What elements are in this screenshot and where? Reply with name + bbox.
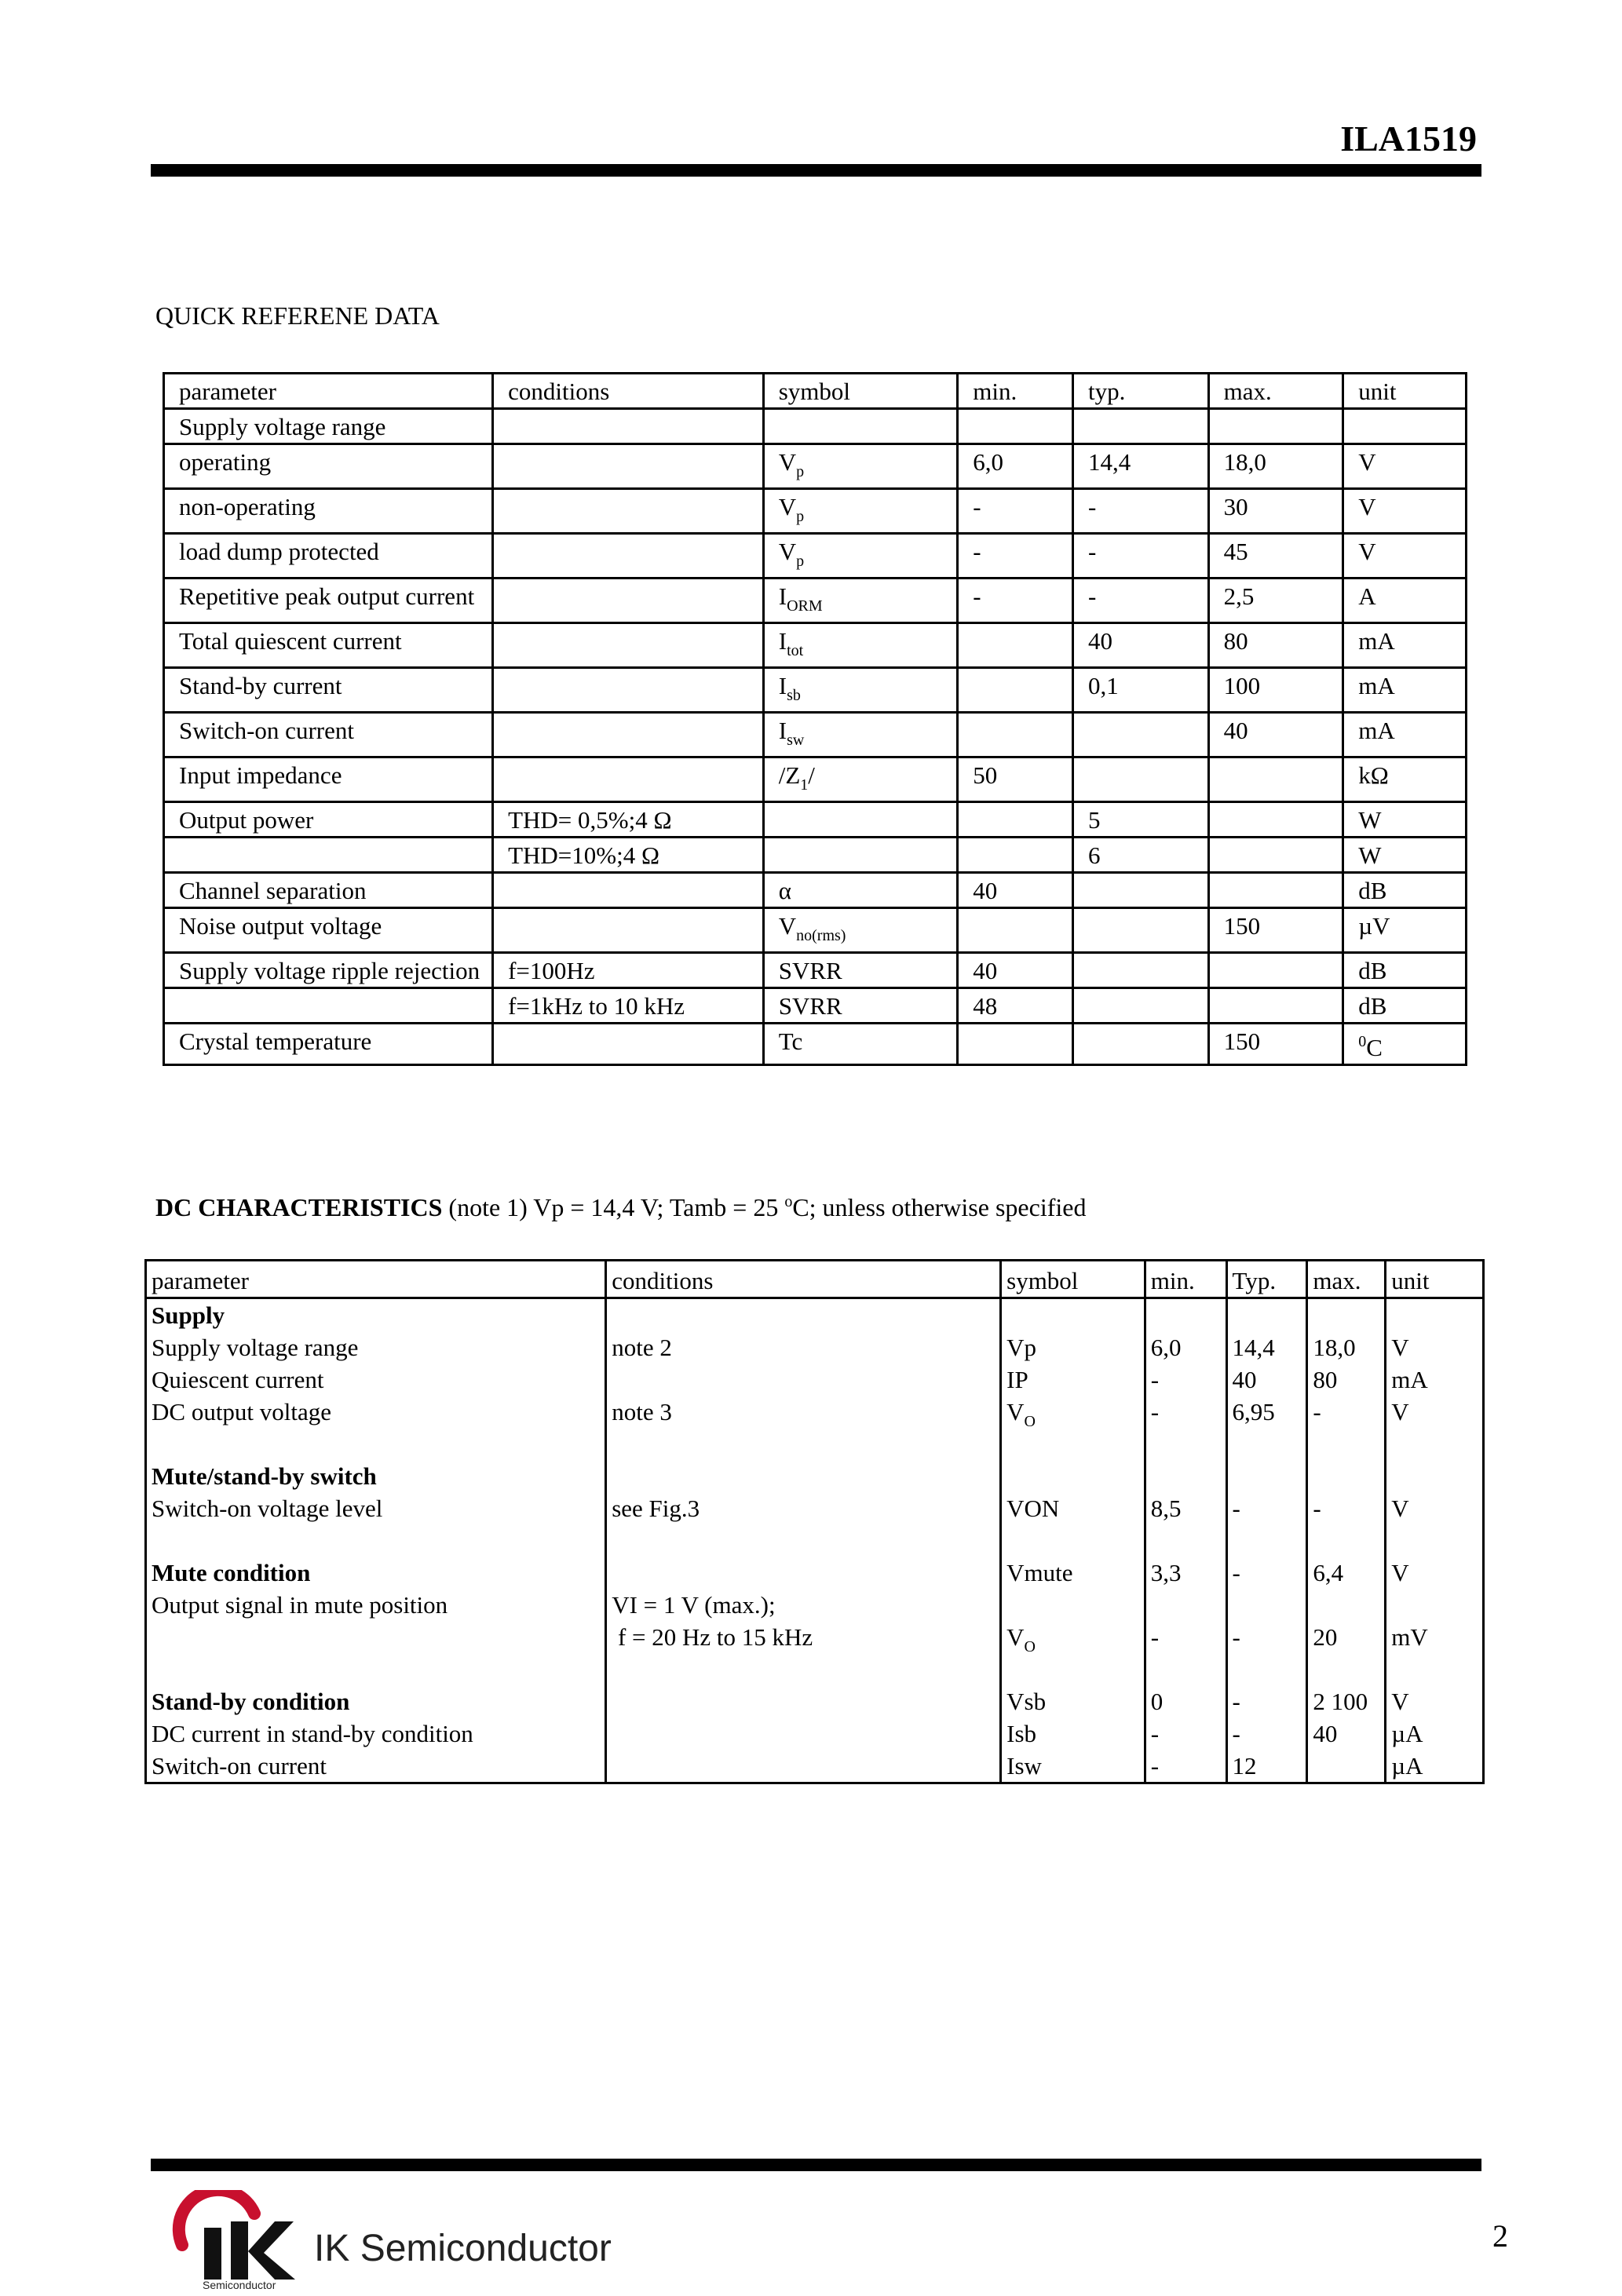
qrd-min: 50 [958,757,1073,802]
qrd-unit-text: C [1366,1034,1383,1061]
dc-max-column [1307,1298,1386,1783]
qrd-symbol-main: V [778,448,797,476]
dc-param: Supply voltage range [152,1334,359,1361]
qrd-unit-text: V [1358,493,1376,520]
dc-param: DC current in stand-by condition [152,1720,473,1747]
dc-min: - [1150,1720,1160,1747]
qrd-parameter [164,838,493,873]
qrd-unit-text: kΩ [1358,761,1389,789]
dc-max: 2 100 [1313,1688,1368,1715]
qrd-row [164,953,1467,988]
qrd-symbol-sub: no(rms) [796,927,846,944]
qrd-symbol [763,623,958,668]
qrd-unit [1343,623,1467,668]
dc-param: Quiescent current [152,1366,324,1393]
qrd-symbol [763,988,958,1024]
dc-symbol-sub: O [1024,1413,1036,1430]
qrd-symbol [763,579,958,623]
qrd-min [958,623,1073,668]
qrd-typ: 0,1 [1072,668,1208,713]
dc-typ: 40 [1232,1366,1257,1393]
qrd-parameter: Output power [164,802,493,838]
dc-min: - [1150,1366,1160,1393]
quick-reference-table [163,372,1467,1066]
dc-unit: µA [1391,1720,1423,1747]
dc-condition: VI = 1 V (max.); [612,1591,776,1619]
qrd-row [164,802,1467,838]
dc-col-header: Typ. [1226,1261,1307,1298]
qrd-symbol-main: V [778,493,797,520]
dc-symbol [1006,1396,1144,1428]
qrd-conditions [493,409,764,444]
part-number: ILA1519 [1340,119,1477,159]
qrd-symbol [763,873,958,908]
dc-unit: V [1391,1495,1409,1522]
qrd-symbol-main: α [778,877,791,904]
qrd-parameter [164,988,493,1024]
dc-typ: 12 [1232,1752,1257,1779]
qrd-max [1208,988,1343,1024]
dc-unit: V [1391,1334,1409,1361]
dc-min: 8,5 [1150,1495,1182,1522]
dc-col-header: max. [1307,1261,1386,1298]
dc-symbol: Isw [1006,1752,1042,1779]
qrd-unit-text: dB [1358,877,1387,904]
qrd-min: 6,0 [958,444,1073,489]
qrd-conditions [493,489,764,534]
header-rule [151,164,1481,177]
dc-max [1313,1750,1384,1782]
dc-title-degree: o [784,1193,793,1210]
dc-title-bold: DC CHARACTERISTICS [155,1193,443,1221]
qrd-typ: 5 [1072,802,1208,838]
qrd-header-row [164,374,1467,409]
qrd-unit-text: mA [1358,672,1395,699]
dc-col-header: symbol [1001,1261,1145,1298]
qrd-min: - [958,579,1073,623]
qrd-parameter: Supply voltage ripple rejection [164,953,493,988]
dc-typ-column [1226,1298,1307,1783]
dc-symbol-main: V [1006,1398,1025,1425]
dc-conditions-column [606,1298,1001,1783]
qrd-min: - [958,534,1073,579]
qrd-row [164,908,1467,953]
qrd-conditions: THD=10%;4 Ω [493,838,764,873]
qrd-unit-text: V [1358,538,1376,565]
qrd-row [164,713,1467,757]
qrd-symbol-tail: / [808,761,815,789]
dc-characteristics-table [144,1259,1485,1784]
qrd-symbol [763,409,958,444]
qrd-unit [1343,579,1467,623]
qrd-symbol [763,713,958,757]
dc-condition: note 2 [612,1334,672,1361]
dc-typ: - [1232,1623,1240,1651]
qrd-row [164,623,1467,668]
qrd-conditions: THD= 0,5%;4 Ω [493,802,764,838]
qrd-unit-text: V [1358,448,1376,476]
qrd-parameter: Stand-by current [164,668,493,713]
qrd-typ [1072,757,1208,802]
qrd-symbol-sub: tot [787,642,804,659]
qrd-min [958,838,1073,873]
company-logo [166,2190,630,2292]
qrd-typ: - [1072,579,1208,623]
qrd-max: 30 [1208,489,1343,534]
dc-typ: - [1232,1559,1240,1586]
ik-logo-icon [166,2190,630,2292]
dc-symbol: Vsb [1006,1688,1047,1715]
qrd-min [958,1024,1073,1065]
qrd-unit-text: mA [1358,717,1395,744]
dc-title-tail: C; unless otherwise specified [792,1193,1087,1221]
logo-subtext: Semiconductor [203,2279,276,2291]
qrd-symbol-main: SVRR [778,957,842,984]
qrd-unit [1343,1024,1467,1065]
qrd-max [1208,802,1343,838]
qrd-typ [1072,1024,1208,1065]
dc-symbol: Vmute [1006,1559,1073,1586]
qrd-unit-text: W [1358,806,1382,834]
dc-min: - [1150,1752,1160,1779]
qrd-unit-text: dB [1358,957,1387,984]
qrd-unit [1343,873,1467,908]
dc-max: 6,4 [1313,1559,1344,1586]
dc-group-mute-standby: Mute/stand-by switch [152,1462,377,1490]
qrd-max: 150 [1208,908,1343,953]
qrd-symbol-main: V [778,912,797,940]
qrd-min: 40 [958,953,1073,988]
dc-min: - [1150,1398,1160,1425]
qrd-typ [1072,953,1208,988]
qrd-conditions [493,757,764,802]
qrd-typ: 6 [1072,838,1208,873]
qrd-row [164,838,1467,873]
dc-max: 20 [1313,1623,1338,1651]
qrd-unit [1343,908,1467,953]
qrd-max: 150 [1208,1024,1343,1065]
qrd-symbol-sub: ORM [787,597,823,615]
dc-max: 40 [1313,1720,1338,1747]
qrd-min: - [958,489,1073,534]
qrd-symbol [763,1024,958,1065]
qrd-parameter: operating [164,444,493,489]
qrd-typ [1072,988,1208,1024]
dc-unit: V [1391,1559,1409,1586]
qrd-row [164,409,1467,444]
qrd-symbol [763,953,958,988]
dc-symbol: Isb [1006,1720,1037,1747]
dc-symbol: VON [1006,1495,1060,1522]
footer-rule [151,2159,1481,2171]
qrd-unit-text: A [1358,582,1376,610]
qrd-parameter: Supply voltage range [164,409,493,444]
qrd-unit-text: mA [1358,627,1395,655]
qrd-symbol-main: Tc [778,1028,803,1055]
qrd-max: 40 [1208,713,1343,757]
qrd-col-header: symbol [763,374,958,409]
qrd-row [164,988,1467,1024]
dc-group-mute: Mute condition [152,1559,311,1586]
dc-min: 6,0 [1150,1334,1182,1361]
qrd-unit [1343,838,1467,873]
qrd-min [958,409,1073,444]
dc-param: Switch-on current [152,1752,327,1779]
qrd-row [164,1024,1467,1065]
dc-typ: - [1232,1688,1240,1715]
qrd-row [164,757,1467,802]
qrd-parameter: load dump protected [164,534,493,579]
qrd-unit [1343,409,1467,444]
qrd-typ [1072,873,1208,908]
dc-param: DC output voltage [152,1398,332,1425]
qrd-symbol [763,802,958,838]
qrd-symbol-main: I [778,717,787,744]
dc-symbol: Vp [1006,1334,1037,1361]
dc-typ: - [1232,1495,1240,1522]
qrd-typ [1072,409,1208,444]
qrd-row [164,444,1467,489]
page-number: 2 [1492,2218,1508,2254]
qrd-symbol [763,489,958,534]
dc-condition: f = 20 Hz to 15 kHz [612,1623,813,1651]
dc-symbol: IP [1006,1366,1028,1393]
qrd-symbol [763,838,958,873]
qrd-parameter: Total quiescent current [164,623,493,668]
dc-param: Switch-on voltage level [152,1495,383,1522]
qrd-unit [1343,757,1467,802]
qrd-parameter: Crystal temperature [164,1024,493,1065]
qrd-parameter: Repetitive peak output current [164,579,493,623]
dc-min: - [1150,1623,1160,1651]
qrd-symbol-main: SVRR [778,992,842,1020]
qrd-conditions: f=100Hz [493,953,764,988]
qrd-conditions [493,908,764,953]
dc-characteristics-title [155,1193,1086,1222]
qrd-symbol-main: I [778,582,787,610]
qrd-typ [1072,713,1208,757]
qrd-max: 45 [1208,534,1343,579]
qrd-col-header: parameter [164,374,493,409]
qrd-typ: - [1072,489,1208,534]
qrd-unit [1343,534,1467,579]
qrd-min [958,713,1073,757]
qrd-symbol [763,668,958,713]
qrd-min [958,668,1073,713]
qrd-parameter: Noise output voltage [164,908,493,953]
logo-text: IK Semiconductor [314,2228,612,2269]
qrd-symbol-sub: sb [787,687,801,704]
qrd-unit-text: µV [1358,912,1390,940]
qrd-conditions [493,534,764,579]
dc-symbol-main: V [1006,1623,1025,1651]
qrd-max [1208,953,1343,988]
qrd-min: 48 [958,988,1073,1024]
qrd-parameter: Input impedance [164,757,493,802]
qrd-unit-text: dB [1358,992,1387,1020]
qrd-max: 18,0 [1208,444,1343,489]
dc-condition: see Fig.3 [612,1495,700,1522]
qrd-conditions: f=1kHz to 10 kHz [493,988,764,1024]
qrd-typ: 14,4 [1072,444,1208,489]
dc-max: - [1313,1398,1321,1425]
dc-group-standby: Stand-by condition [152,1688,350,1715]
qrd-col-header: max. [1208,374,1343,409]
qrd-col-header: unit [1343,374,1467,409]
dc-unit: mA [1391,1366,1428,1393]
qrd-max [1208,873,1343,908]
qrd-unit [1343,953,1467,988]
dc-col-header: parameter [146,1261,606,1298]
qrd-unit-sup: 0 [1358,1033,1367,1050]
qrd-symbol-sub: p [796,553,805,570]
dc-unit: mV [1391,1623,1428,1651]
qrd-conditions [493,713,764,757]
dc-max: 80 [1313,1366,1338,1393]
qrd-unit [1343,802,1467,838]
dc-typ: 6,95 [1232,1398,1275,1425]
qrd-parameter: Channel separation [164,873,493,908]
qrd-min: 40 [958,873,1073,908]
qrd-symbol-main: I [778,627,787,655]
dc-col-header: conditions [606,1261,1001,1298]
qrd-conditions [493,444,764,489]
dc-max: 18,0 [1313,1334,1356,1361]
qrd-symbol-sub: sw [787,732,805,749]
qrd-row [164,668,1467,713]
dc-min-column [1145,1298,1226,1783]
qrd-min [958,908,1073,953]
dc-unit: V [1391,1398,1409,1425]
quick-reference-title: QUICK REFERENE DATA [155,301,440,330]
qrd-max [1208,757,1343,802]
qrd-max: 100 [1208,668,1343,713]
qrd-col-header: conditions [493,374,764,409]
qrd-conditions [493,623,764,668]
dc-col-header: min. [1145,1261,1226,1298]
qrd-symbol-main: I [778,672,787,699]
qrd-typ: - [1072,534,1208,579]
dc-unit: µA [1391,1752,1423,1779]
qrd-symbol [763,444,958,489]
dc-body-row [146,1298,1484,1783]
qrd-symbol-sub: p [796,508,805,525]
qrd-symbol [763,534,958,579]
qrd-row [164,489,1467,534]
qrd-parameter: non-operating [164,489,493,534]
qrd-symbol-main: V [778,538,797,565]
qrd-unit [1343,489,1467,534]
dc-header-row [146,1261,1484,1298]
qrd-unit [1343,988,1467,1024]
qrd-col-header: typ. [1072,374,1208,409]
qrd-symbol-sub: 1 [800,776,809,794]
qrd-conditions [493,579,764,623]
qrd-conditions [493,668,764,713]
qrd-min [958,802,1073,838]
dc-title-conditions: (note 1) Vp = 14,4 V; Tamb = 25 [442,1193,785,1221]
dc-symbol [1006,1621,1144,1653]
qrd-unit [1343,444,1467,489]
dc-min: 0 [1150,1688,1164,1715]
dc-max: - [1313,1495,1321,1522]
qrd-symbol [763,908,958,953]
qrd-unit [1343,668,1467,713]
qrd-unit-text: W [1358,841,1382,869]
dc-min: 3,3 [1150,1559,1182,1586]
qrd-parameter: Switch-on current [164,713,493,757]
qrd-max: 80 [1208,623,1343,668]
qrd-conditions [493,1024,764,1065]
dc-typ: 14,4 [1232,1334,1275,1361]
qrd-symbol-sub: p [796,463,805,480]
qrd-unit [1343,713,1467,757]
dc-parameter-column [146,1298,606,1783]
dc-condition [612,1363,999,1396]
qrd-symbol-main: /Z [778,761,801,789]
qrd-conditions [493,873,764,908]
qrd-typ: 40 [1072,623,1208,668]
qrd-max [1208,838,1343,873]
qrd-typ [1072,908,1208,953]
qrd-symbol [763,757,958,802]
dc-symbol-column [1001,1298,1145,1783]
dc-param: Output signal in mute position [152,1591,448,1619]
qrd-row [164,534,1467,579]
dc-symbol-sub: O [1024,1638,1036,1655]
qrd-max: 2,5 [1208,579,1343,623]
dc-unit: V [1391,1688,1409,1715]
qrd-row [164,579,1467,623]
qrd-col-header: min. [958,374,1073,409]
dc-condition: note 3 [612,1398,672,1425]
dc-group-supply: Supply [152,1301,225,1329]
qrd-row [164,873,1467,908]
dc-col-header: unit [1386,1261,1484,1298]
dc-typ: - [1232,1720,1240,1747]
qrd-max [1208,409,1343,444]
dc-unit-column [1386,1298,1484,1783]
